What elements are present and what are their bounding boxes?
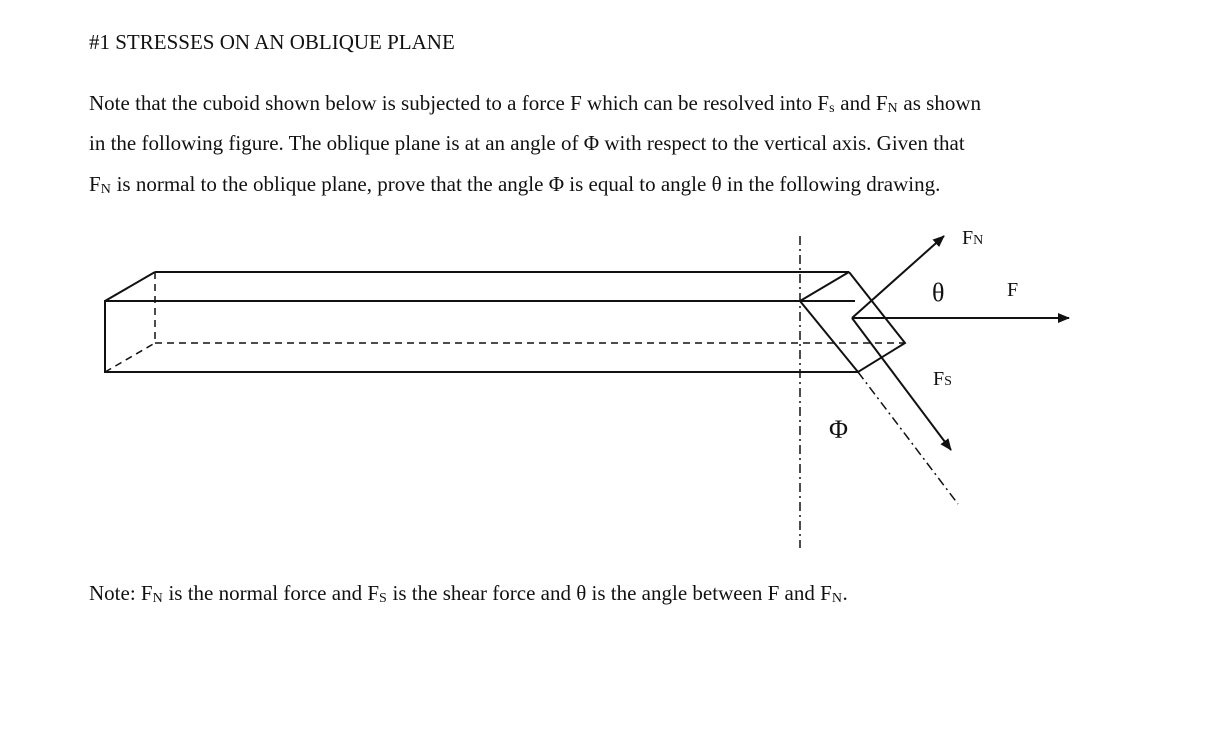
subscript: N bbox=[831, 591, 843, 606]
page-title: #1 STRESSES ON AN OBLIQUE PLANE bbox=[89, 30, 455, 54]
text-span: F bbox=[89, 172, 101, 196]
subscript: N bbox=[152, 591, 164, 606]
normal-force-label: FN bbox=[962, 227, 984, 249]
normal-force-arrow bbox=[852, 236, 944, 318]
subscript: s bbox=[829, 101, 836, 116]
text-span: is the normal force and F bbox=[163, 581, 379, 605]
cuboid-front-face bbox=[105, 301, 858, 372]
subscript: N bbox=[887, 101, 899, 116]
cuboid-depth-edge bbox=[105, 272, 155, 301]
text-span: Note that the cuboid shown below is subjected to a force F which can be resolved into F bbox=[89, 91, 830, 115]
subscript: S bbox=[379, 591, 388, 606]
text-span: is the shear force and θ is the angle between F and F bbox=[387, 581, 832, 605]
figure-note bbox=[89, 580, 848, 612]
paragraph-line-2: in the following figure. The oblique plane is at an angle of Φ with respect to the vertical axis. Given that bbox=[89, 131, 965, 155]
text-span: Note: F bbox=[89, 581, 153, 605]
phi-label: Φ bbox=[829, 415, 849, 444]
text-span: . bbox=[842, 581, 848, 605]
oblique-plane bbox=[800, 272, 905, 372]
text-span: and F bbox=[835, 91, 888, 115]
cuboid-hidden-depth-edge bbox=[105, 343, 155, 372]
text-span: as shown bbox=[898, 91, 981, 115]
theta-label: θ bbox=[932, 278, 945, 307]
shear-force-label: FS bbox=[933, 368, 952, 390]
subscript: N bbox=[100, 182, 112, 197]
text-span: is normal to the oblique plane, prove that the angle Φ is equal to angle θ in the following drawing. bbox=[111, 172, 941, 196]
force-f-label: F bbox=[1007, 279, 1019, 301]
